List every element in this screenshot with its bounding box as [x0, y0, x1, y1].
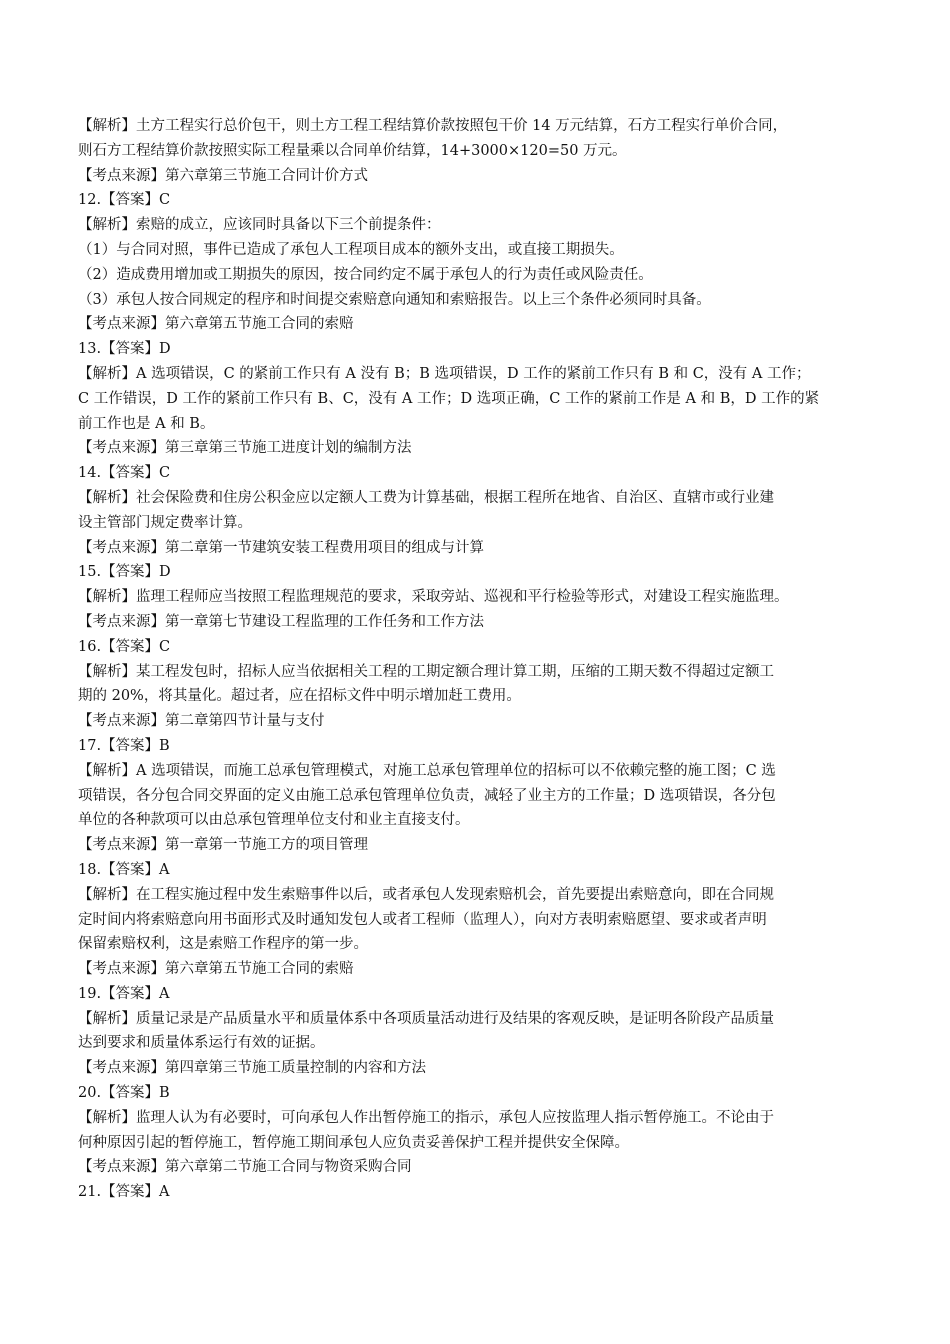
text-line: 【考点来源】第一章第七节建设工程监理的工作任务和工作方法	[78, 613, 484, 630]
text-line: C 工作错误，D 工作的紧前工作只有 B、C，没有 A 工作；D 选项正确，C 工作的紧前工作是 A 和 B，D 工作的紧	[78, 390, 820, 407]
text-line: 【解析】某工程发包时，招标人应当依据相关工程的工期定额合理计算工期，压缩的工期天数不得超过定额工	[78, 663, 774, 680]
text-line: （1）与合同对照，事件已造成了承包人工程项目成本的额外支出，或直接工期损失。	[78, 241, 624, 258]
text-line: 达到要求和质量体系运行有效的证据。	[78, 1035, 325, 1052]
text-line: 定时间内将索赔意向用书面形式及时通知发包人或者工程师（监理人），向对方表明索赔愿望、要求或者声明	[78, 911, 767, 928]
text-line: 17.【答案】B	[78, 737, 170, 754]
text-line: 【解析】监理人认为有必要时，可向承包人作出暂停施工的指示，承包人应按监理人指示暂停施工。不论由于	[78, 1109, 774, 1126]
text-line: 【考点来源】第四章第三节施工质量控制的内容和方法	[78, 1060, 426, 1077]
document-page	[78, 114, 883, 1205]
text-line: 21.【答案】A	[78, 1184, 170, 1201]
text-line: 期的 20%，将其量化。超过者，应在招标文件中明示增加赶工费用。	[78, 688, 521, 705]
text-line: 【解析】土方工程实行总价包干，则土方工程工程结算价款按照包干价 14 万元结算，石方工程实行单价合同，	[78, 118, 788, 134]
text-line: 前工作也是 A 和 B。	[78, 415, 215, 432]
text-line: 14.【答案】C	[78, 465, 171, 482]
text-line: 12.【答案】C	[78, 192, 171, 209]
text-line: 18.【答案】A	[78, 861, 170, 878]
text-line: 【考点来源】第二章第一节建筑安装工程费用项目的组成与计算	[78, 539, 484, 556]
text-line: 设主管部门规定费率计算。	[78, 514, 252, 531]
text-line: 【解析】社会保险费和住房公积金应以定额人工费为计算基础，根据工程所在地省、自治区、直辖市或行业建	[78, 489, 774, 506]
text-line: 【考点来源】第六章第五节施工合同的索赔	[78, 961, 354, 978]
text-line: 15.【答案】D	[78, 564, 171, 581]
text-line: 19.【答案】A	[78, 985, 170, 1002]
text-line: （3）承包人按合同规定的程序和时间提交索赔意向通知和索赔报告。以上三个条件必须同时具备。	[78, 291, 711, 308]
text-line: 【解析】索赔的成立，应该同时具备以下三个前提条件：	[78, 217, 441, 234]
text-line: 【考点来源】第三章第三节施工进度计划的编制方法	[78, 440, 412, 457]
text-line: 【考点来源】第六章第五节施工合同的索赔	[78, 316, 354, 333]
text-line: 【解析】A 选项错误，而施工总承包管理模式，对施工总承包管理单位的招标可以不依赖完整的施工图；C 选	[78, 762, 776, 779]
text-line: 【考点来源】第一章第一节施工方的项目管理	[78, 837, 368, 854]
text-line: 【考点来源】第六章第二节施工合同与物资采购合同	[78, 1159, 412, 1176]
text-line: 【解析】在工程实施过程中发生索赔事件以后，或者承包人发现索赔机会，首先要提出索赔意向，即在合同规	[78, 886, 774, 903]
text-line: 【考点来源】第二章第四节计量与支付	[78, 713, 325, 730]
text-line: 【解析】监理工程师应当按照工程监理规范的要求，采取旁站、巡视和平行检验等形式，对建设工程实施监理。	[78, 589, 789, 606]
text-line: 何种原因引起的暂停施工，暂停施工期间承包人应负责妥善保护工程并提供安全保障。	[78, 1134, 629, 1151]
text-line: 【解析】A 选项错误，C 的紧前工作只有 A 没有 B；B 选项错误，D 工作的紧前工作只有 B 和 C，没有 A 工作；	[78, 365, 811, 382]
text-line: 单位的各种款项可以由总承包管理单位支付和业主直接支付。	[78, 812, 470, 829]
text-line: 20.【答案】B	[78, 1085, 170, 1102]
text-line: 【考点来源】第六章第三节施工合同计价方式	[78, 167, 368, 184]
text-line: 则石方工程结算价款按照实际工程量乘以合同单价结算，14+3000×120=50 万元。	[78, 142, 627, 159]
text-line: （2）造成费用增加或工期损失的原因，按合同约定不属于承包人的行为责任或风险责任。	[78, 266, 653, 283]
text-line: 13.【答案】D	[78, 341, 171, 358]
text-line: 项错误，各分包合同交界面的定义由施工总承包管理单位负责，减轻了业主方的工作量；D 选项错误，各分包	[78, 787, 776, 804]
text-line: 【解析】质量记录是产品质量水平和质量体系中各项质量活动进行及结果的客观反映，是证明各阶段产品质量	[78, 1010, 774, 1027]
text-line: 16.【答案】C	[78, 638, 171, 655]
text-line: 保留索赔权利，这是索赔工作程序的第一步。	[78, 936, 368, 953]
